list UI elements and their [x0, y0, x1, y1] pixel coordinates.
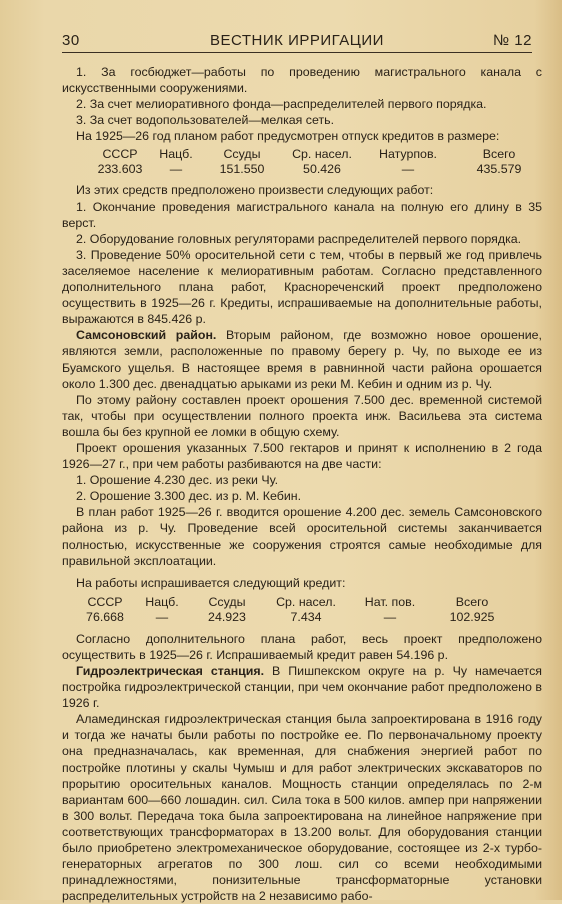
page-number: 30 [62, 32, 80, 49]
paragraph: По этому району составлен проект орошения 7.500 дес. временной системой так, чтобы при осуществлении полного проекта инж. Васильева эта система вошла бы без крупной ее ломки в общую схему. [62, 392, 542, 439]
table-header-cell: Нацб. [159, 147, 193, 162]
table-header-cell: Ссуды [223, 147, 261, 162]
paragraph: В план работ 1925—26 г. вводится орошение 4.200 дес. земель Самсоновского района из р. Чу. Проведение всей оросительной системы заканчивается полностью, искусственные же сооружения строятся самые необходимые для правильной эксплоатации. [62, 505, 542, 568]
table-value-cell: 24.923 [208, 609, 246, 624]
credit-table-2 [76, 595, 542, 625]
table-header-cell: Ср. насел. [276, 594, 336, 609]
table-value-cell: 102.925 [449, 609, 495, 624]
table-header-cell: Натурпов. [379, 147, 437, 162]
table-header-cell: Ссуды [208, 594, 246, 609]
paragraph: Согласно дополнительного плана работ, весь проект предположено осуществить в 1925—26 г. Испрашиваемый кредит равен 54.196 р. [62, 631, 542, 662]
table-value-cell: 233.603 [97, 162, 143, 177]
table-value-cell: 7.434 [290, 609, 322, 624]
table-value-cell: — [169, 162, 183, 177]
table-value-cell: — [155, 609, 169, 624]
table-header-cell: Всего [482, 147, 516, 162]
table-header-cell: Нат. пов. [364, 594, 416, 609]
paragraph: На работы испрашивается следующий кредит: [76, 575, 346, 590]
paragraph: 2. За счет мелиоративного фонда—распределителей первого порядка. [76, 97, 487, 112]
table-value-cell: 435.579 [476, 162, 522, 177]
paragraph: Проект орошения указанных 7.500 гектаров и принят к исполнению в 2 года 1926—27 г., при чем работы разбиваются на две части: [62, 440, 542, 472]
paragraph: 3. За счет водопользователей—мелкая сеть. [76, 113, 335, 128]
journal-title: ВЕСТНИК ИРРИГАЦИИ [210, 32, 384, 49]
table-value-cell: 50.426 [303, 162, 341, 177]
paragraph: 1. За госбюджет—работы по проведению магистрального канала с искусственными сооружениями. [62, 65, 542, 96]
page-header [62, 32, 532, 53]
section-text: Вторым районом, где возможно новое орошение, являются земли, расположенные по правому берегу р. Чу, по выходе ее из Буамского ущелья. В настоящее время в равнинной части района орошается около 1.300 дес. двенадцатью арыками из реки М. Кебин и одним из р. Чу. [62, 328, 542, 391]
section-text: В Пишпекском округе на р. Чу намечается постройка гидроэлектрической станции, при чем окончание работ предположено в 1926 г. [62, 664, 542, 711]
section-samsonov [62, 327, 542, 391]
article-body [62, 64, 542, 904]
table-header-cell: Ср. насел. [292, 147, 352, 162]
table-header-cell: СССР [102, 147, 138, 162]
paragraph: 2. Орошение 3.300 дес. из р. М. Кебин. [76, 489, 302, 504]
table-value-cell: 151.550 [219, 162, 265, 177]
paragraph: 2. Оборудование головных регуляторами распределителей первого порядка. [76, 231, 522, 246]
paragraph: 1. Орошение 4.230 дес. из реки Чу. [76, 473, 279, 488]
table-value-cell: — [383, 609, 397, 624]
paragraph: 3. Проведение 50% оросительной сети с тем, чтобы в первый же год привлечь заселяемое население к мелиоративным работам. Согласно представленного дополнительного плана работ, Краснореченский проект предположено осуществить в 1925—26 г. Кредиты, испрашиваемые на дополнительные работы, выражаются в 845.426 р. [62, 247, 542, 327]
paragraph: Аламединская гидроэлектрическая станция была запроектирована в 1916 году и тогда же начаты были работы по постройке ее. По первоначальному проекту она предназначалась, как временная, для снабжения энергией работ по постройке плотины у скалы Чумыш и для работ электрических экскаваторов по прорытию оросительных каналов. Мощность станции определялась по 2-м вариантам 600—660 лошадин. сил. Сила тока в 500 килов. ампер при напряжении в 300 вольт. Передача тока была запроектирована на линейное напряжение при соответствующих трансформаторах в 13.200 вольт. Для оборудования станции было приобретено электромеханическое оборудование, состоящее из 2-х турбо-генераторных агрегатов по 300 лош. сил со всеми необходимыми принадлежностями, понизительные трансформаторные установки распределительных устройств на 2 независимо рабо- [62, 712, 542, 904]
table-value-cell: 76.668 [86, 609, 124, 624]
paragraph: На 1925—26 год планом работ предусмотрен отпуск кредитов в размере: [76, 129, 500, 144]
table-value-cell: — [401, 162, 415, 177]
table-header-cell: Нацб. [145, 594, 179, 609]
section-heading: Гидроэлектрическая станция. [76, 664, 265, 678]
paragraph: Из этих средств предположено произвести следующих работ: [76, 183, 434, 198]
paragraph: 1. Окончание проведения магистрального канала на полную его длину в 35 верст. [62, 199, 542, 230]
issue-number: № 12 [493, 32, 532, 49]
section-hydro [62, 663, 542, 711]
credit-table-1 [90, 147, 542, 177]
section-heading: Самсоновский район. [76, 328, 217, 343]
table-header-cell: Всего [455, 594, 489, 609]
table-header-cell: СССР [87, 594, 123, 609]
